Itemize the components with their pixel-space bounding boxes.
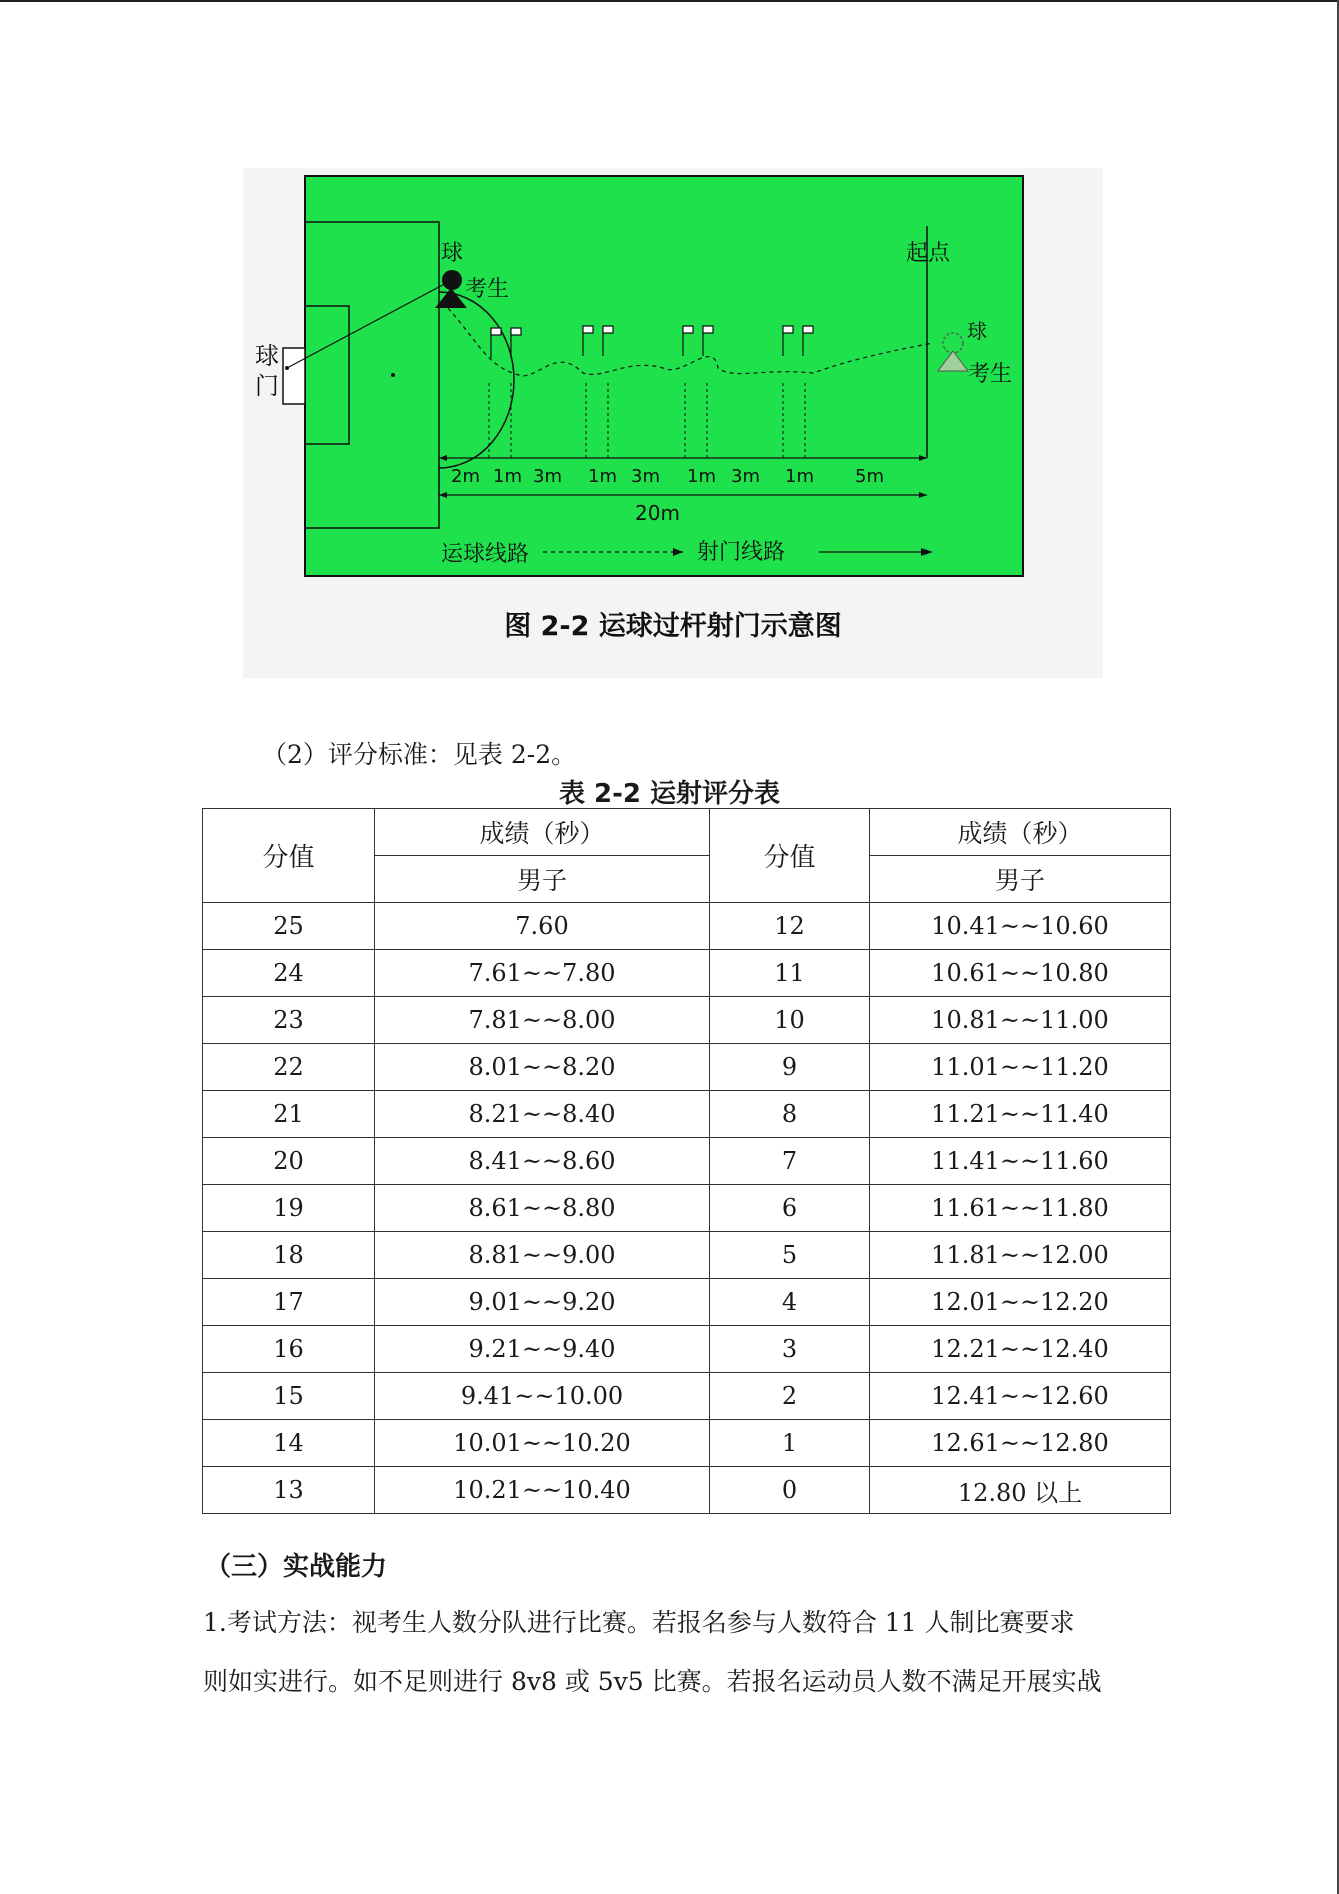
header-result-right: 成绩（秒） — [870, 809, 1171, 856]
header-male-right: 男子 — [870, 856, 1171, 903]
score-right-cell: 7 — [710, 1138, 870, 1185]
label-2m: 2m — [451, 466, 480, 487]
time-right-cell: 12.21~~12.40 — [870, 1326, 1171, 1373]
score-right-cell: 8 — [710, 1091, 870, 1138]
time-right-cell: 10.81~~11.00 — [870, 997, 1171, 1044]
field-drawing — [243, 168, 1103, 598]
label-1m-c: 1m — [687, 466, 716, 487]
dribble-shoot-diagram — [243, 168, 1103, 678]
time-left-cell: 7.81~~8.00 — [375, 997, 710, 1044]
score-right-cell: 10 — [710, 997, 870, 1044]
score-left-cell: 23 — [203, 997, 375, 1044]
score-right-cell: 0 — [710, 1467, 870, 1514]
time-left-cell: 8.61~~8.80 — [375, 1185, 710, 1232]
time-left-cell: 9.41~~10.00 — [375, 1373, 710, 1420]
time-left-cell: 8.41~~8.60 — [375, 1138, 710, 1185]
label-goal-top: 球 — [255, 342, 279, 370]
score-right-cell: 3 — [710, 1326, 870, 1373]
score-left-cell: 18 — [203, 1232, 375, 1279]
score-left-cell: 25 — [203, 903, 375, 950]
time-right-cell: 12.41~~12.60 — [870, 1373, 1171, 1420]
score-left-cell: 24 — [203, 950, 375, 997]
label-3m-b: 3m — [631, 466, 660, 487]
label-dribble-route: 运球线路 — [441, 542, 530, 567]
label-3m-a: 3m — [533, 466, 562, 487]
table-title: 表 2-2 运射评分表 — [558, 779, 781, 809]
time-right-cell: 11.21~~11.40 — [870, 1091, 1171, 1138]
table-row — [203, 903, 1171, 950]
score-right-cell: 4 — [710, 1279, 870, 1326]
header-male-left: 男子 — [375, 856, 710, 903]
ball-left-icon — [442, 270, 462, 290]
table-row — [203, 997, 1171, 1044]
table-row — [203, 950, 1171, 997]
table-header-row-1 — [203, 809, 1171, 856]
table-row — [203, 1420, 1171, 1467]
label-3m-c: 3m — [731, 466, 760, 487]
time-left-cell: 9.01~~9.20 — [375, 1279, 710, 1326]
score-right-cell: 11 — [710, 950, 870, 997]
penalty-spot — [391, 373, 395, 377]
table-row — [203, 1232, 1171, 1279]
label-20m: 20m — [635, 501, 680, 525]
label-goal-bottom: 门 — [255, 372, 279, 400]
time-right-cell: 12.01~~12.20 — [870, 1279, 1171, 1326]
score-left-cell: 19 — [203, 1185, 375, 1232]
label-1m-b: 1m — [588, 466, 617, 487]
header-score-left: 分值 — [203, 809, 375, 903]
time-left-cell: 7.61~~7.80 — [375, 950, 710, 997]
time-right-cell: 10.61~~10.80 — [870, 950, 1171, 997]
page-top-border — [0, 0, 1339, 2]
time-left-cell: 7.60 — [375, 903, 710, 950]
time-right-cell: 11.01~~11.20 — [870, 1044, 1171, 1091]
score-left-cell: 17 — [203, 1279, 375, 1326]
table-row — [203, 1279, 1171, 1326]
table-row — [203, 1326, 1171, 1373]
header-score-right: 分值 — [710, 809, 870, 903]
score-right-cell: 12 — [710, 903, 870, 950]
label-start: 起点 — [906, 241, 951, 266]
label-1m-d: 1m — [785, 466, 814, 487]
time-right-cell: 12.80 以上 — [870, 1467, 1171, 1514]
score-left-cell: 15 — [203, 1373, 375, 1420]
time-right-cell: 11.61~~11.80 — [870, 1185, 1171, 1232]
score-left-cell: 14 — [203, 1420, 375, 1467]
time-left-cell: 8.21~~8.40 — [375, 1091, 710, 1138]
table-row — [203, 1091, 1171, 1138]
score-right-cell: 9 — [710, 1044, 870, 1091]
label-1m-a: 1m — [493, 466, 522, 487]
time-right-cell: 11.81~~12.00 — [870, 1232, 1171, 1279]
score-left-cell: 21 — [203, 1091, 375, 1138]
time-left-cell: 10.01~~10.20 — [375, 1420, 710, 1467]
score-right-cell: 6 — [710, 1185, 870, 1232]
goal — [283, 348, 305, 404]
score-right-cell: 2 — [710, 1373, 870, 1420]
table-body — [203, 903, 1171, 1514]
score-right-cell: 1 — [710, 1420, 870, 1467]
table-row — [203, 1138, 1171, 1185]
figure-caption: 图 2-2 运球过杆射门示意图 — [504, 611, 842, 642]
score-right-cell: 5 — [710, 1232, 870, 1279]
body-line-1: 1.考试方法：视考生人数分队进行比赛。若报名参与人数符合 11 人制比赛要求 — [203, 1608, 1075, 1637]
score-left-cell: 16 — [203, 1326, 375, 1373]
time-right-cell: 10.41~~10.60 — [870, 903, 1171, 950]
time-left-cell: 8.01~~8.20 — [375, 1044, 710, 1091]
table-row — [203, 1044, 1171, 1091]
body-line-2: 则如实进行。如不足则进行 8v8 或 5v5 比赛。若报名运动员人数不满足开展实战 — [203, 1667, 1102, 1696]
table-row — [203, 1467, 1171, 1514]
label-ball-left: 球 — [441, 241, 464, 266]
label-examinee-left: 考生 — [465, 277, 510, 302]
table-row — [203, 1185, 1171, 1232]
time-right-cell: 12.61~~12.80 — [870, 1420, 1171, 1467]
label-ball-right: 球 — [967, 319, 987, 343]
section-heading: （三）实战能力 — [205, 1552, 388, 1582]
time-right-cell: 11.41~~11.60 — [870, 1138, 1171, 1185]
score-left-cell: 13 — [203, 1467, 375, 1514]
label-5m: 5m — [855, 466, 884, 487]
goal-point — [285, 366, 289, 370]
header-result-left: 成绩（秒） — [375, 809, 710, 856]
time-left-cell: 9.21~~9.40 — [375, 1326, 710, 1373]
time-left-cell: 10.21~~10.40 — [375, 1467, 710, 1514]
label-examinee-right: 考生 — [968, 362, 1013, 387]
scoring-table — [202, 808, 1171, 1514]
score-left-cell: 22 — [203, 1044, 375, 1091]
label-shoot-route: 射门线路 — [697, 540, 786, 565]
table-row — [203, 1373, 1171, 1420]
time-left-cell: 8.81~~9.00 — [375, 1232, 710, 1279]
scoring-standard-line: （2）评分标准：见表 2-2。 — [262, 740, 577, 769]
score-left-cell: 20 — [203, 1138, 375, 1185]
